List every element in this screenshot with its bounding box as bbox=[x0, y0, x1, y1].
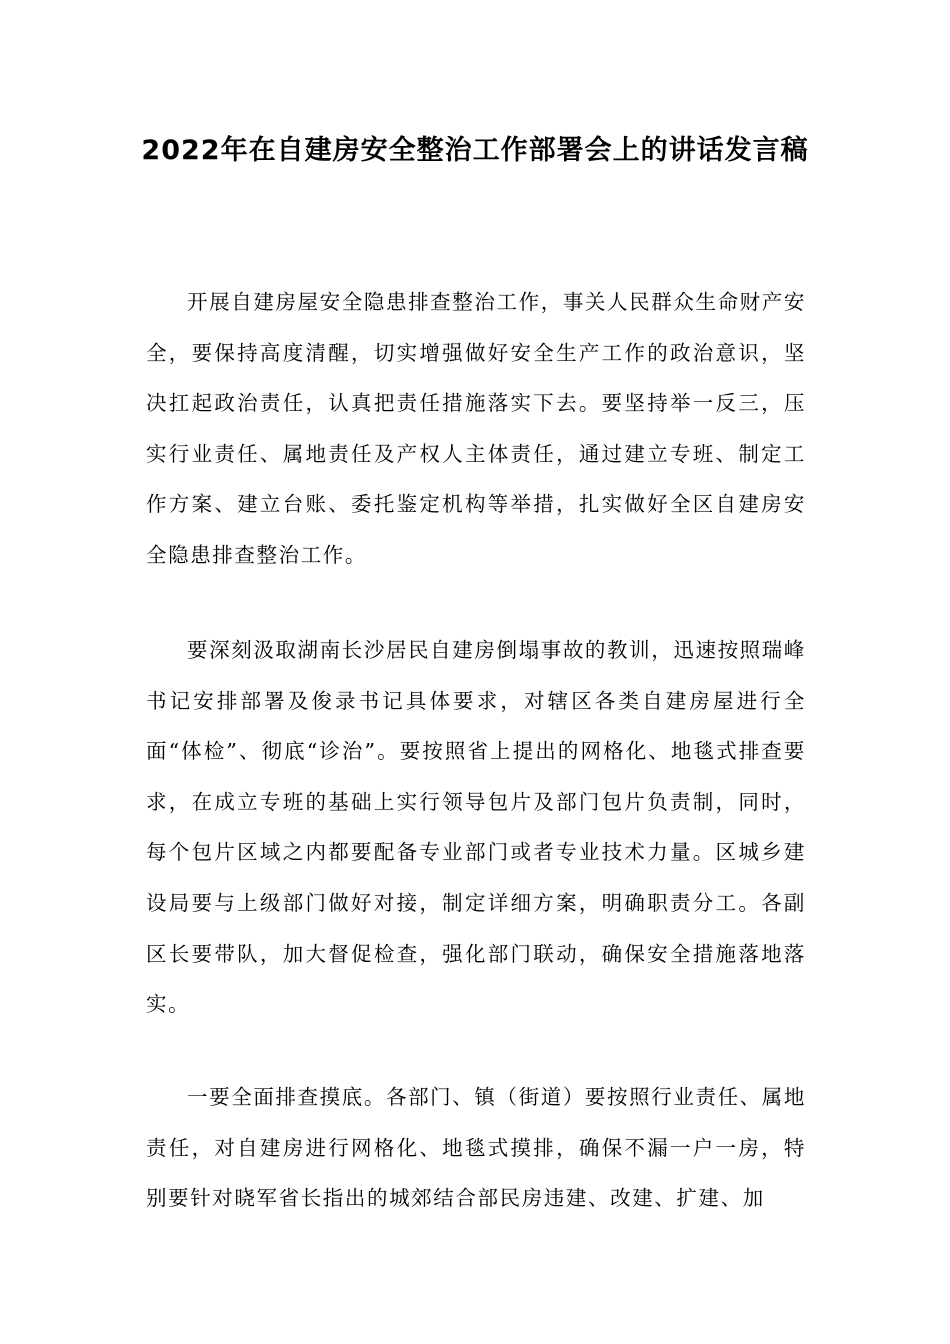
paragraph-lessons: 要深刻汲取湖南长沙居民自建房倒塌事故的教训，迅速按照瑞峰书记安排部署及俊录书记具体要求，对辖区各类自建房屋进行全面“体检”、彻底“诊治”。要按照省上提出的网格化、地毯式排查要求，在成立专班的基础上实行领导包片及部门包片负责制，同时，每个包片区域之内都要配备专业部门或者专业技术力量。区城乡建设局要与上级部门做好对接，制定详细方案，明确职责分工。各副区长要带队，加大督促检查，强化部门联动，确保安全措施落地落实。 bbox=[146, 638, 806, 1017]
paragraph-survey: 一要全面排查摸底。各部门、镇（街道）要按照行业责任、属地责任，对自建房进行网格化、地毯式摸排，确保不漏一户一房，特别要针对晓军省长指出的城郊结合部民房违建、改建、扩建、加 bbox=[146, 1085, 806, 1211]
document-title: 2022年在自建房安全整治工作部署会上的讲话发言稿 bbox=[141, 135, 809, 166]
paragraph-intro: 开展自建房屋安全隐患排查整治工作，事关人民群众生命财产安全，要保持高度清醒，切实增强做好安全生产工作的政治意识，坚决扛起政治责任，认真把责任措施落实下去。要坚持举一反三，压实行业责任、属地责任及产权人主体责任，通过建立专班、制定工作方案、建立台账、委托鉴定机构等举措，扎实做好全区自建房安全隐患排查整治工作。 bbox=[146, 290, 806, 567]
